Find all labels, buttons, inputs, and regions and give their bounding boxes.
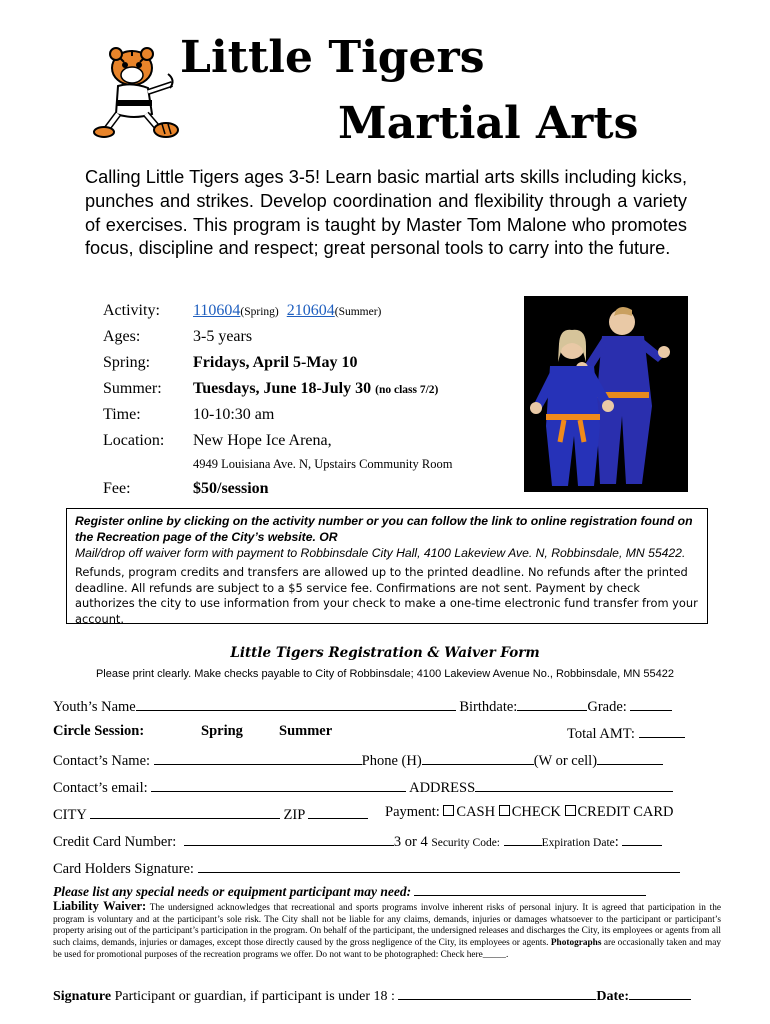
activity-label: Activity: <box>103 302 160 319</box>
activity-spring-link[interactable]: 110604 <box>193 302 241 319</box>
total-amt-label: Total AMT: <box>567 726 635 742</box>
contact-name-field[interactable] <box>154 750 362 765</box>
zip-field[interactable] <box>308 804 368 819</box>
row-session <box>53 723 693 740</box>
cc-number-field[interactable] <box>184 831 394 846</box>
zip-label: ZIP <box>283 807 305 823</box>
card-sig-label: Card Holders Signature: <box>53 861 194 877</box>
intro-paragraph: Calling Little Tigers ages 3-5! Learn basic martial arts skills including kicks, punches and strikes. Develop coordination and flexibility through a variety of exercises. This program is taught by Master Tom Malone who promotes focus, discipline and respect; great personal tools to carry into the future. <box>85 167 687 259</box>
activity-spring-suffix: (Spring) <box>240 306 279 318</box>
title-line-1: Little Tigers <box>180 32 485 83</box>
kids-martial-arts-photo <box>524 296 688 492</box>
credit-card-label: CREDIT CARD <box>577 804 674 820</box>
grade-field[interactable] <box>630 696 672 711</box>
time-label: Time: <box>103 406 141 423</box>
total-amt <box>567 723 685 743</box>
phone-h-field[interactable] <box>422 750 534 765</box>
ages-label: Ages: <box>103 328 141 345</box>
tiger-mascot-icon <box>92 44 184 140</box>
payment-label: Payment: <box>385 804 440 820</box>
total-amt-field[interactable] <box>639 723 685 738</box>
date-field[interactable] <box>629 985 691 1000</box>
row-special-needs <box>53 883 693 900</box>
expiration-colon: : <box>614 834 619 850</box>
summer-value <box>193 380 438 398</box>
security-code-field[interactable] <box>504 831 542 846</box>
liability-waiver <box>53 901 721 962</box>
row-contact <box>53 750 693 770</box>
w-or-cell-field[interactable] <box>597 750 663 765</box>
birthdate-label: Birthdate: <box>459 699 518 715</box>
form-title: Little Tigers Registration & Waiver Form <box>230 645 540 661</box>
row-credit-card <box>53 831 693 851</box>
birthdate-field[interactable] <box>517 696 587 711</box>
contact-name-label: Contact’s Name: <box>53 753 151 769</box>
register-online-text: Register online by clicking on the activity number or you can follow the link to online registration found on the Recreation page of the City’s website. OR <box>75 514 693 544</box>
city-field[interactable] <box>90 804 280 819</box>
activity-summer-suffix: (Summer) <box>334 306 382 318</box>
photographs-text: are occasionally taken and may be used for promotional purposes of the recreation programs we offer. Do not want to be photographed: Check <box>53 938 722 960</box>
credit-card-checkbox[interactable] <box>565 805 576 816</box>
check-checkbox[interactable] <box>499 805 510 816</box>
row-city <box>53 804 693 824</box>
signature-label: Signature <box>53 989 112 1004</box>
date-label: Date: <box>596 989 630 1004</box>
waiver-label: Liability Waiver: <box>53 899 147 913</box>
signature-row <box>53 985 691 1005</box>
row-email <box>53 777 693 797</box>
summer-note: (no class 7/2) <box>375 384 439 396</box>
circle-session-label: Circle Session: <box>53 723 145 739</box>
signature-field[interactable] <box>398 985 596 1000</box>
here-label: here <box>466 949 483 960</box>
spring-value: Fridays, April 5-May 10 <box>193 354 358 371</box>
check-label: CHECK <box>511 804 561 820</box>
title-line-2: Martial Arts <box>338 98 639 149</box>
waiver-text: The undersigned acknowledges that recreational and sports programs involve inherent risks of personal injury. It is agreed that participation in the program is voluntary and at the participant’s sole risk. The City shall not be liable for any claims, demands, injuries or damages whatsoever to the participant or participant’s property arising out of the participant’s participation in the program. On behalf of the participant, the undersigned releases and discharges the City, its employees or agents from all such claims, demands, injuries or damages, except those directly caused by the gross negligence of the City, its employees or agents. <box>53 903 721 949</box>
grade-label: Grade: <box>587 699 627 715</box>
mail-waiver-text: Mail/drop off waiver form with payment to Robbinsdale City Hall, 4100 Lakeview Ave. N, Robbinsdale, MN 55422. <box>75 546 686 560</box>
youth-name-label: Youth’s Name <box>53 699 136 715</box>
w-or-cell-label: (W or cell) <box>533 753 598 769</box>
activity-value <box>193 302 381 320</box>
security-code-label: Security Code: <box>431 837 500 849</box>
here-blank[interactable]: _____. <box>482 949 509 960</box>
photographs-label: Photographs <box>550 938 602 949</box>
city-label: CITY <box>53 807 87 823</box>
three-or-four: 3 or 4 <box>393 834 428 850</box>
print-clearly-note: Please print clearly. Make checks payable to City of Robbinsdale; 4100 Lakeview Avenue No., Robbinsdale, MN 55422 <box>95 668 675 680</box>
expiration-label: Expiration Date <box>541 837 615 849</box>
refund-policy-text: Refunds, program credits and transfers are allowed up to the printed deadline. No refunds after the printed deadline. All refunds are subject to a $5 service fee. Confirmations are not sent. Payment by check authorizes the city to use information from your check to make a one-time electronic fund transfer from your account. <box>75 565 698 626</box>
contact-email-field[interactable] <box>151 777 406 792</box>
card-sig-field[interactable] <box>198 858 680 873</box>
cash-checkbox[interactable] <box>443 805 454 816</box>
expiration-field[interactable] <box>622 831 662 846</box>
address-field[interactable] <box>475 777 673 792</box>
time-value: 10-10:30 am <box>193 406 275 423</box>
ages-value: 3-5 years <box>193 328 253 345</box>
cash-label: CASH <box>456 804 496 820</box>
address-label: ADDRESS <box>409 780 476 796</box>
summer-label: Summer: <box>103 380 162 397</box>
youth-name-field[interactable] <box>136 696 456 711</box>
row-youth <box>53 696 693 716</box>
phone-h-label: Phone (H) <box>361 753 422 769</box>
location-value: New Hope Ice Arena, <box>193 432 332 449</box>
activity-summer-link[interactable]: 210604 <box>286 302 335 319</box>
special-needs-field[interactable] <box>414 883 646 896</box>
fee-label: Fee: <box>103 480 131 497</box>
session-summer-option[interactable]: Summer <box>279 723 333 739</box>
session-spring-option[interactable]: Spring <box>201 723 243 739</box>
spring-label: Spring: <box>103 354 151 371</box>
location-address: 4949 Louisiana Ave. N, Upstairs Community Room <box>193 457 453 471</box>
cc-number-label: Credit Card Number: <box>53 834 177 850</box>
special-needs-label: Please list any special needs or equipment participant may need: <box>53 884 412 899</box>
signature-text: Participant or guardian, if participant is under 18 : <box>114 989 395 1004</box>
fee-value: $50/session <box>193 480 269 497</box>
summer-dates: Tuesdays, June 18-July 30 <box>193 380 372 397</box>
row-card-sig <box>53 858 693 878</box>
payment-options <box>385 804 674 821</box>
location-label: Location: <box>103 432 165 449</box>
registration-info-box <box>66 508 708 624</box>
contact-email-label: Contact’s email: <box>53 780 148 796</box>
